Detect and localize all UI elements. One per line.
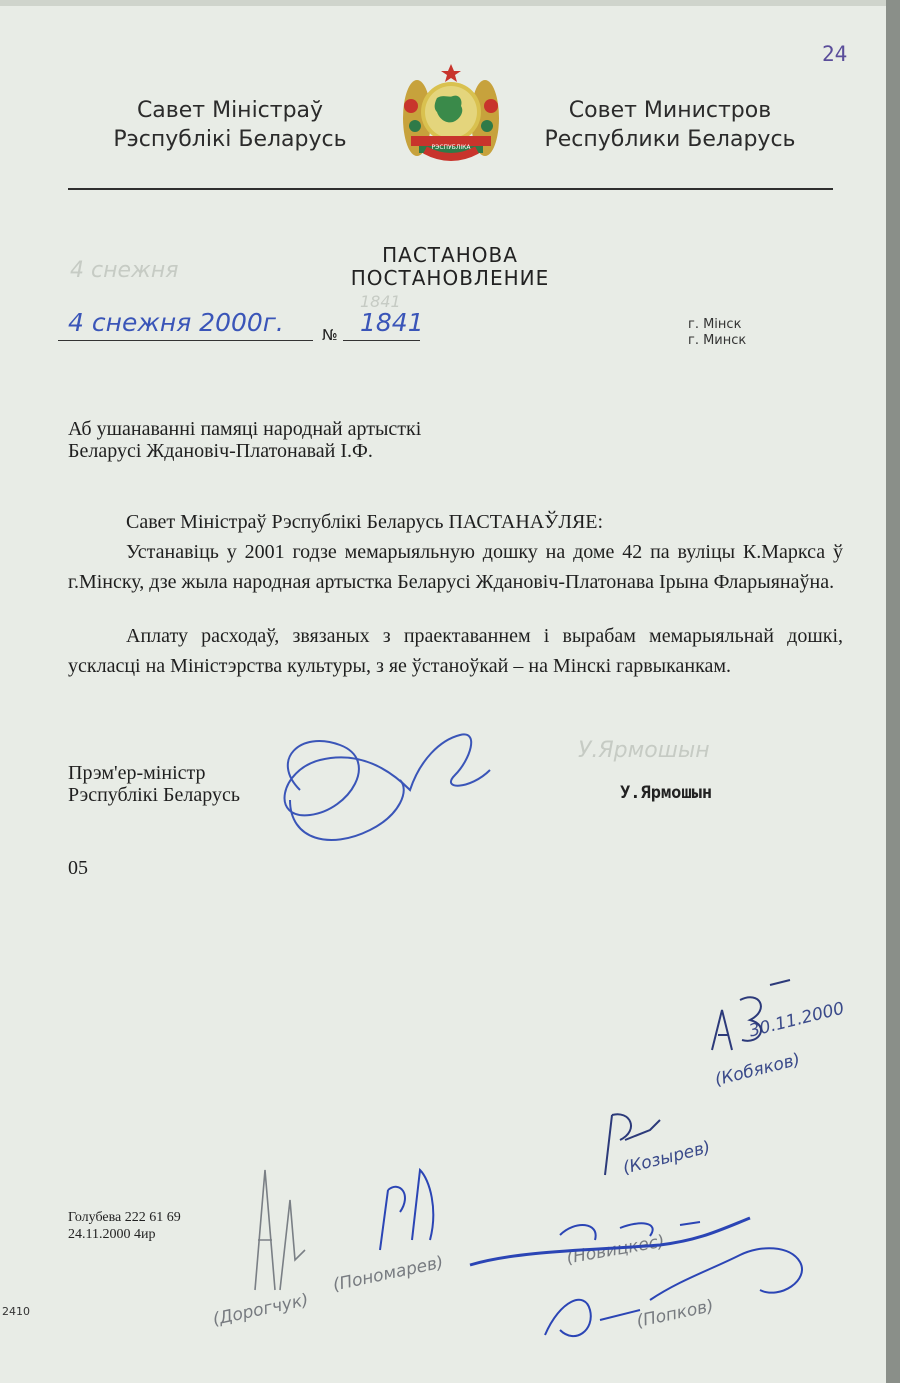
approval-kovalevsky: (Новицкес) bbox=[565, 1231, 667, 1269]
ponomar-signature bbox=[380, 1170, 433, 1250]
position-line: Прэм'ер-міністр bbox=[68, 762, 206, 784]
handwritten-number: 1841 bbox=[360, 308, 424, 337]
resolution-item-1: Устанавіць у 2001 годзе мемарыяльную дошку на доме 42 па вуліцы К.Маркса ў г.Мінску, дзе жыла народная артыстка Беларусі Ждановіч-Платонава Ірына Фларыянаўна. bbox=[68, 541, 843, 593]
handwritten-date: 4 снежня 2000г. bbox=[68, 308, 284, 337]
faint-signatory-note: У.Ярмошын bbox=[578, 738, 710, 763]
distribution-code: 05 bbox=[68, 857, 88, 879]
approval-date-kobyakov: 30.11.2000 bbox=[747, 998, 847, 1042]
kovalevsky-signature bbox=[470, 1218, 750, 1265]
doc-type-russian: ПОСТАНОВЛЕНИЕ bbox=[350, 266, 550, 290]
faint-number-note: 1841 bbox=[360, 292, 401, 311]
kozyrev-signature bbox=[605, 1114, 660, 1175]
dorofeev-signature bbox=[255, 1170, 305, 1290]
approval-kozyrev: (Козырев) bbox=[620, 1137, 713, 1179]
executor-line: Голубева 222 61 69 bbox=[68, 1210, 181, 1225]
subject-line: Аб ушанаванні памяці народнай артысткі bbox=[68, 418, 422, 440]
approval-kobyakov: (Кобяков) bbox=[712, 1049, 803, 1091]
org-line: Савет Міністраў bbox=[136, 98, 324, 123]
position-line: Рэспублікі Беларусь bbox=[68, 784, 240, 806]
form-code: 2410 bbox=[2, 1305, 30, 1318]
pm-signature-loop bbox=[290, 780, 404, 840]
approval-dorofeev: (Дорогчук) bbox=[210, 1290, 311, 1330]
faint-date-note: 4 снежня bbox=[70, 258, 179, 283]
kobyakov-signature bbox=[712, 980, 790, 1050]
org-line: Совет Министров bbox=[568, 98, 772, 123]
subject-line: Беларусі Ждановіч-Платонавай І.Ф. bbox=[68, 440, 373, 462]
number-label: № bbox=[322, 326, 338, 344]
org-line: Рэспублікі Беларусь bbox=[113, 127, 347, 152]
city-russian: г. Минск bbox=[688, 333, 747, 348]
resolution-item-2: Аплату расходаў, звязаных з праектаваннем і вырабам мемарыяльнай дошкі, ускласці на Міністэрства культуры, з яе ўстаноўкай – на Мінскі гарвыканкам. bbox=[68, 625, 843, 677]
resolution-intro: Савет Міністраў Рэспублікі Беларусь ПАСТАНАЎЛЯЕ: bbox=[126, 511, 604, 533]
approval-ponomar: (Пономарев) bbox=[331, 1252, 446, 1296]
org-line: Республики Беларусь bbox=[544, 127, 796, 152]
signatory-name: У.Ярмошын bbox=[620, 783, 713, 803]
approval-popkov: (Попков) bbox=[634, 1296, 716, 1332]
pm-signature bbox=[285, 734, 490, 815]
popkov-signature bbox=[545, 1248, 802, 1336]
emblem-ribbon-text: РЭСПУБЛІКА bbox=[431, 144, 471, 151]
archive-sheet-number: 24 bbox=[822, 42, 848, 66]
executor-line: 24.11.2000 4ир bbox=[68, 1227, 156, 1242]
city-belarusian: г. Мінск bbox=[688, 317, 742, 332]
doc-type-belarusian: ПАСТАНОВА bbox=[382, 243, 518, 267]
kovalevsky-signature-mark bbox=[560, 1222, 700, 1240]
